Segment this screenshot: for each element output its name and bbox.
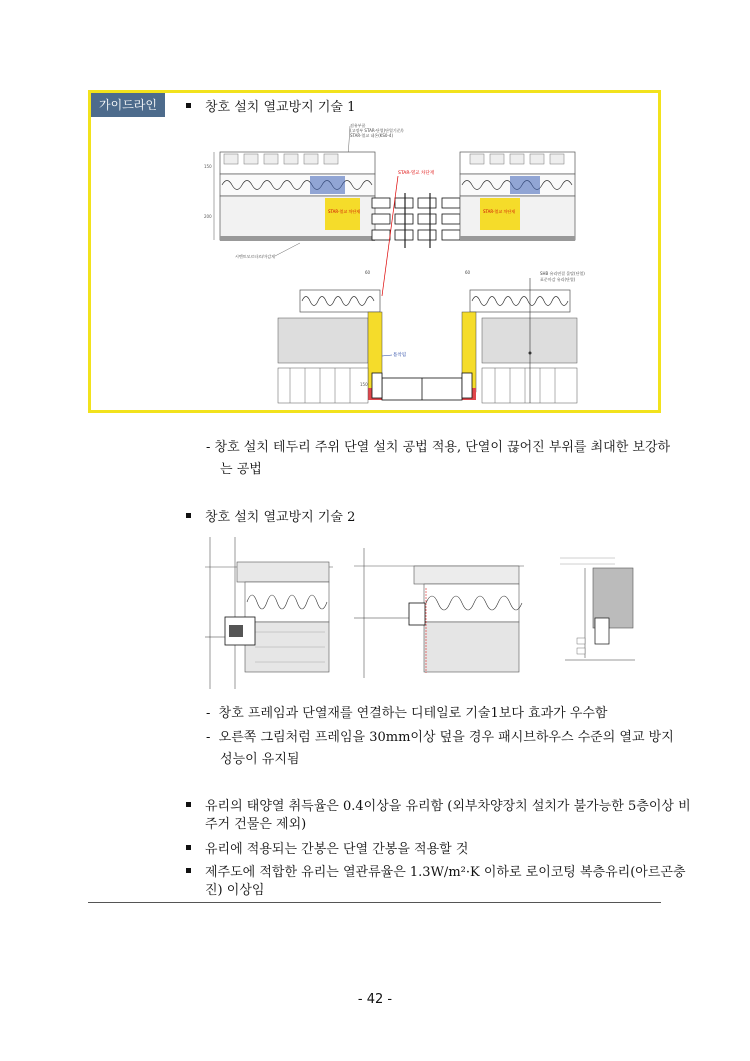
tech2-desc-item-2 (206, 727, 674, 749)
bottom-note: 시멘트모르타르/마감재 (235, 254, 275, 259)
bullet-marker (186, 868, 191, 873)
tech1-desc-line-2: 는 공법 (220, 462, 262, 477)
bullet-1-line-2: 주거 건물은 제외) (205, 817, 307, 832)
bullet-3-line-2: 진) 이상임 (205, 883, 265, 898)
dim-60-right: 60 (465, 270, 471, 275)
bullet-marker (186, 802, 191, 807)
note-top-3: STAR-열교 네온(KS0-4) (350, 133, 394, 138)
right-note-1: SHB 유리연결 몰탈(단열) (540, 271, 585, 276)
dash: - (206, 730, 211, 745)
dim-150b: 150 (360, 382, 368, 387)
right-note-2: 표준마감 유리(단열) (540, 277, 576, 282)
note-top-2: (고정부 STAR-단열(단열기준/) (350, 128, 404, 133)
tech2-title-bullet (186, 506, 355, 525)
bullet-marker (186, 845, 191, 850)
tech2-desc-2-line-2: 성능이 유지됨 (220, 752, 300, 767)
tech2-desc-1-line-1: 창호 프레임과 단열재를 연결하는 디테일로 기술1보다 효과가 우수함 (218, 706, 608, 721)
tech2-diagram-right (555, 548, 645, 670)
dash: - (206, 706, 211, 721)
bullet-marker (186, 513, 191, 518)
note-top-1: 점유부품 (350, 123, 366, 128)
bullet-1-line-1: 유리의 태양열 취득율은 0.4이상을 유리함 (외부차양장치 설치가 불가능한 5층이상 비 (205, 799, 691, 814)
tech1-diagram (200, 118, 585, 410)
tech2-diagram-middle (354, 548, 524, 678)
tech1-title: 창호 설치 열교방지 기술 1 (205, 100, 356, 115)
dim-60-left: 60 (365, 270, 371, 275)
tech2-title: 창호 설치 열교방지 기술 2 (205, 510, 356, 525)
divider-line (88, 902, 661, 903)
tech1-desc-text-1: 창호 설치 테두리 주위 단열 설치 공법 적용, 단열이 끊어진 부위를 최대한 보강하 (214, 440, 671, 455)
page-number: - 42 - (357, 992, 393, 1007)
center-label: 틀착됨 (393, 353, 407, 358)
dim-200: 200 (204, 214, 212, 219)
yellow-note-right: STAR-열교 차단재 (483, 209, 516, 214)
bullet-marker (186, 103, 191, 108)
bullet-item-2 (186, 838, 468, 857)
dim-150: 150 (204, 164, 212, 169)
bullet-3-line-1: 제주도에 적합한 유리는 열관류율은 1.3W/m²·K 이하로 로이코팅 복층유리(아르곤충 (205, 865, 686, 880)
tech2-diagram-left (205, 537, 333, 689)
guideline-tag: 가이드라인 (91, 93, 165, 117)
bullet-2-line-1: 유리에 적용되는 간봉은 단열 간봉을 적용할 것 (205, 842, 469, 857)
tech1-desc-line-1: - 창호 설치 테두리 주위 단열 설치 공법 적용, 단열이 끊어진 부위를 최대한 보강하 (206, 440, 671, 455)
bullet-item-1 (186, 795, 691, 814)
bullet-item-3 (186, 861, 686, 880)
star-label: STAR-열교 차단재 (398, 171, 435, 176)
tech1-title-bullet (186, 96, 355, 115)
yellow-note-left: STAR-열교 차단재 (328, 209, 361, 214)
tech2-desc-2-line-1: 오른쪽 그림처럼 프레임을 30mm이상 덮을 경우 패시브하우스 수준의 열교 방지 (218, 730, 674, 745)
tech2-desc-item-1 (206, 703, 608, 725)
